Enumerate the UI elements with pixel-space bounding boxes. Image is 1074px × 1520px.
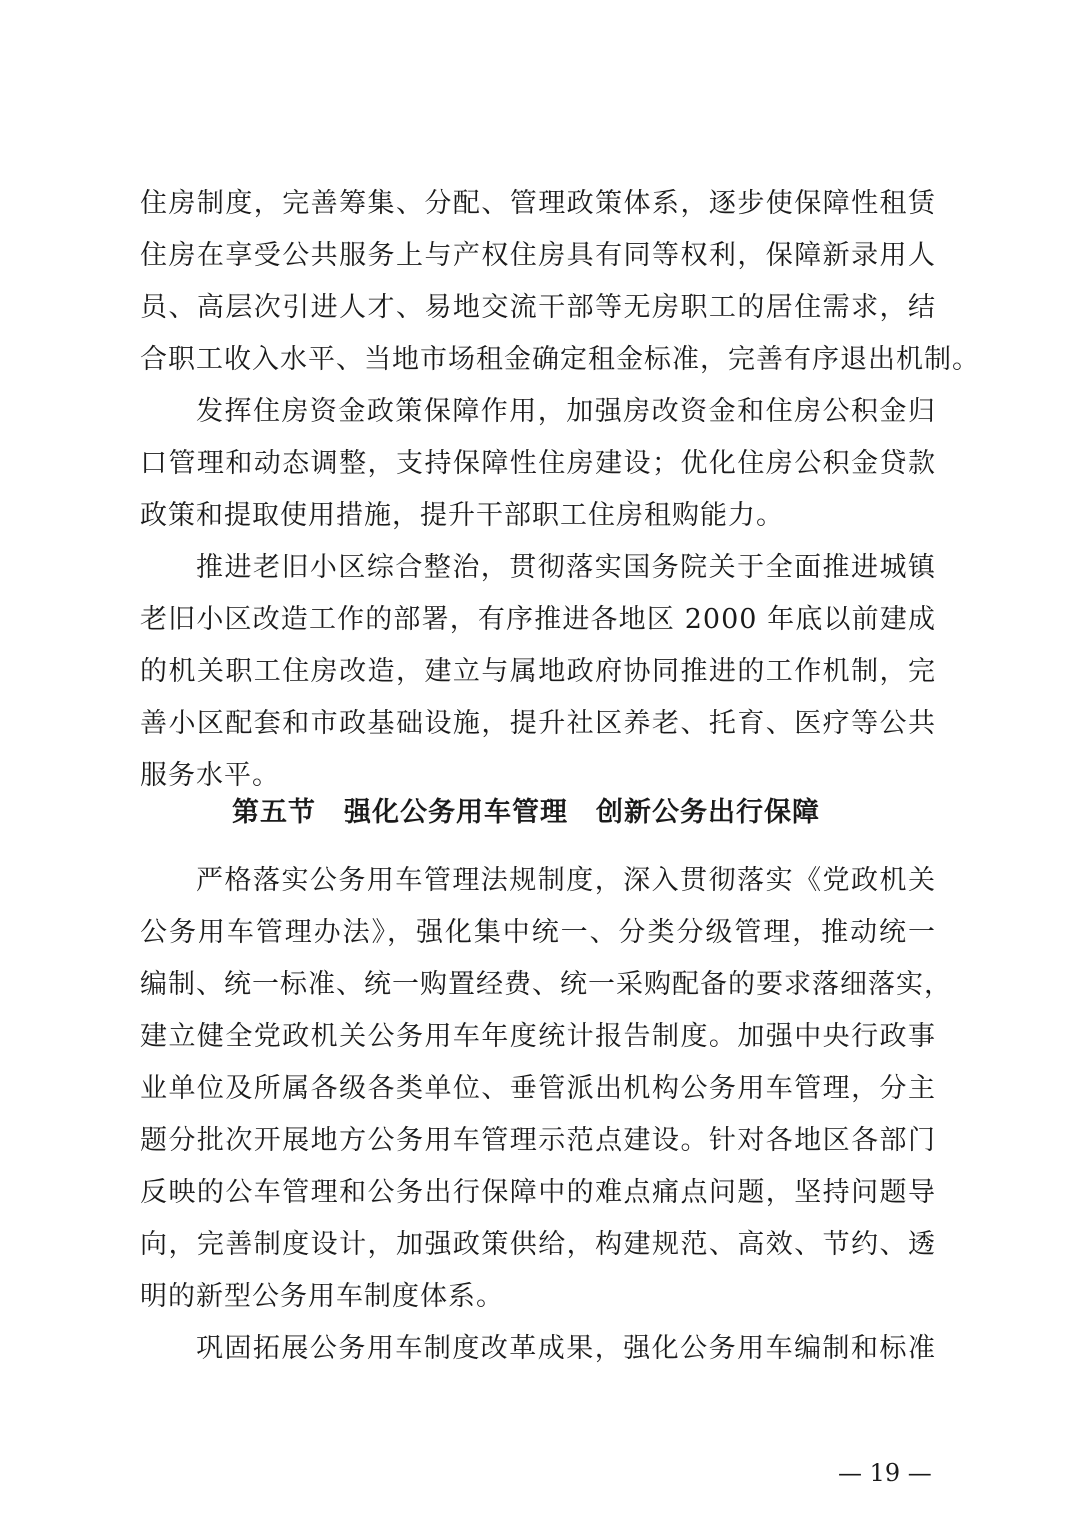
text-line: 善小区配套和市政基础设施，提升社区养老、托育、医疗等公共	[140, 708, 936, 739]
text-line: 口管理和动态调整，支持保障性住房建设；优化住房公积金贷款	[140, 448, 936, 479]
text-line: 员、高层次引进人才、易地交流干部等无房职工的居住需求，结	[140, 292, 936, 323]
text-line: 的机关职工住房改造，建立与属地政府协同推进的工作机制，完	[140, 656, 936, 687]
text-line: 服务水平。	[140, 760, 280, 791]
text-line: 向，完善制度设计，加强政策供给，构建规范、高效、节约、透	[140, 1229, 936, 1260]
text-line: 严格落实公务用车管理法规制度，深入贯彻落实《党政机关	[196, 865, 936, 896]
text-line: 业单位及所属各级各类单位、垂管派出机构公务用车管理，分主	[140, 1073, 936, 1104]
text-line: 建立健全党政机关公务用车年度统计报告制度。加强中央行政事	[140, 1021, 936, 1052]
text-line: 公务用车管理办法》，强化集中统一、分类分级管理，推动统一	[140, 917, 936, 948]
text-line: 题分批次开展地方公务用车管理示范点建设。针对各地区各部门	[140, 1125, 936, 1156]
text-line: 住房在享受公共服务上与产权住房具有同等权利，保障新录用人	[140, 240, 936, 271]
text-line: 反映的公车管理和公务出行保障中的难点痛点问题，坚持问题导	[140, 1177, 936, 1208]
text-line: 政策和提取使用措施，提升干部职工住房租购能力。	[140, 500, 784, 531]
text-line: 巩固拓展公务用车制度改革成果，强化公务用车编制和标准	[196, 1333, 936, 1364]
text-line: 合职工收入水平、当地市场租金确定租金标准，完善有序退出机制。	[140, 344, 980, 375]
text-line: 发挥住房资金政策保障作用，加强房改资金和住房公积金归	[196, 396, 936, 427]
text-line: 编制、统一标准、统一购置经费、统一采购配备的要求落细落实，	[140, 969, 952, 1000]
text-line: 老旧小区改造工作的部署，有序推进各地区 2000 年底以前建成	[140, 604, 936, 635]
page-number: — 19 —	[838, 1459, 932, 1487]
text-line: 明的新型公务用车制度体系。	[140, 1281, 504, 1312]
text-line: 住房制度，完善筹集、分配、管理政策体系，逐步使保障性租赁	[140, 188, 936, 219]
body-text-top	[140, 178, 980, 802]
section-heading: 第五节 强化公务用车管理 创新公务出行保障	[232, 797, 820, 828]
body-text-bottom	[140, 855, 952, 1375]
text-line: 推进老旧小区综合整治，贯彻落实国务院关于全面推进城镇	[196, 552, 936, 583]
